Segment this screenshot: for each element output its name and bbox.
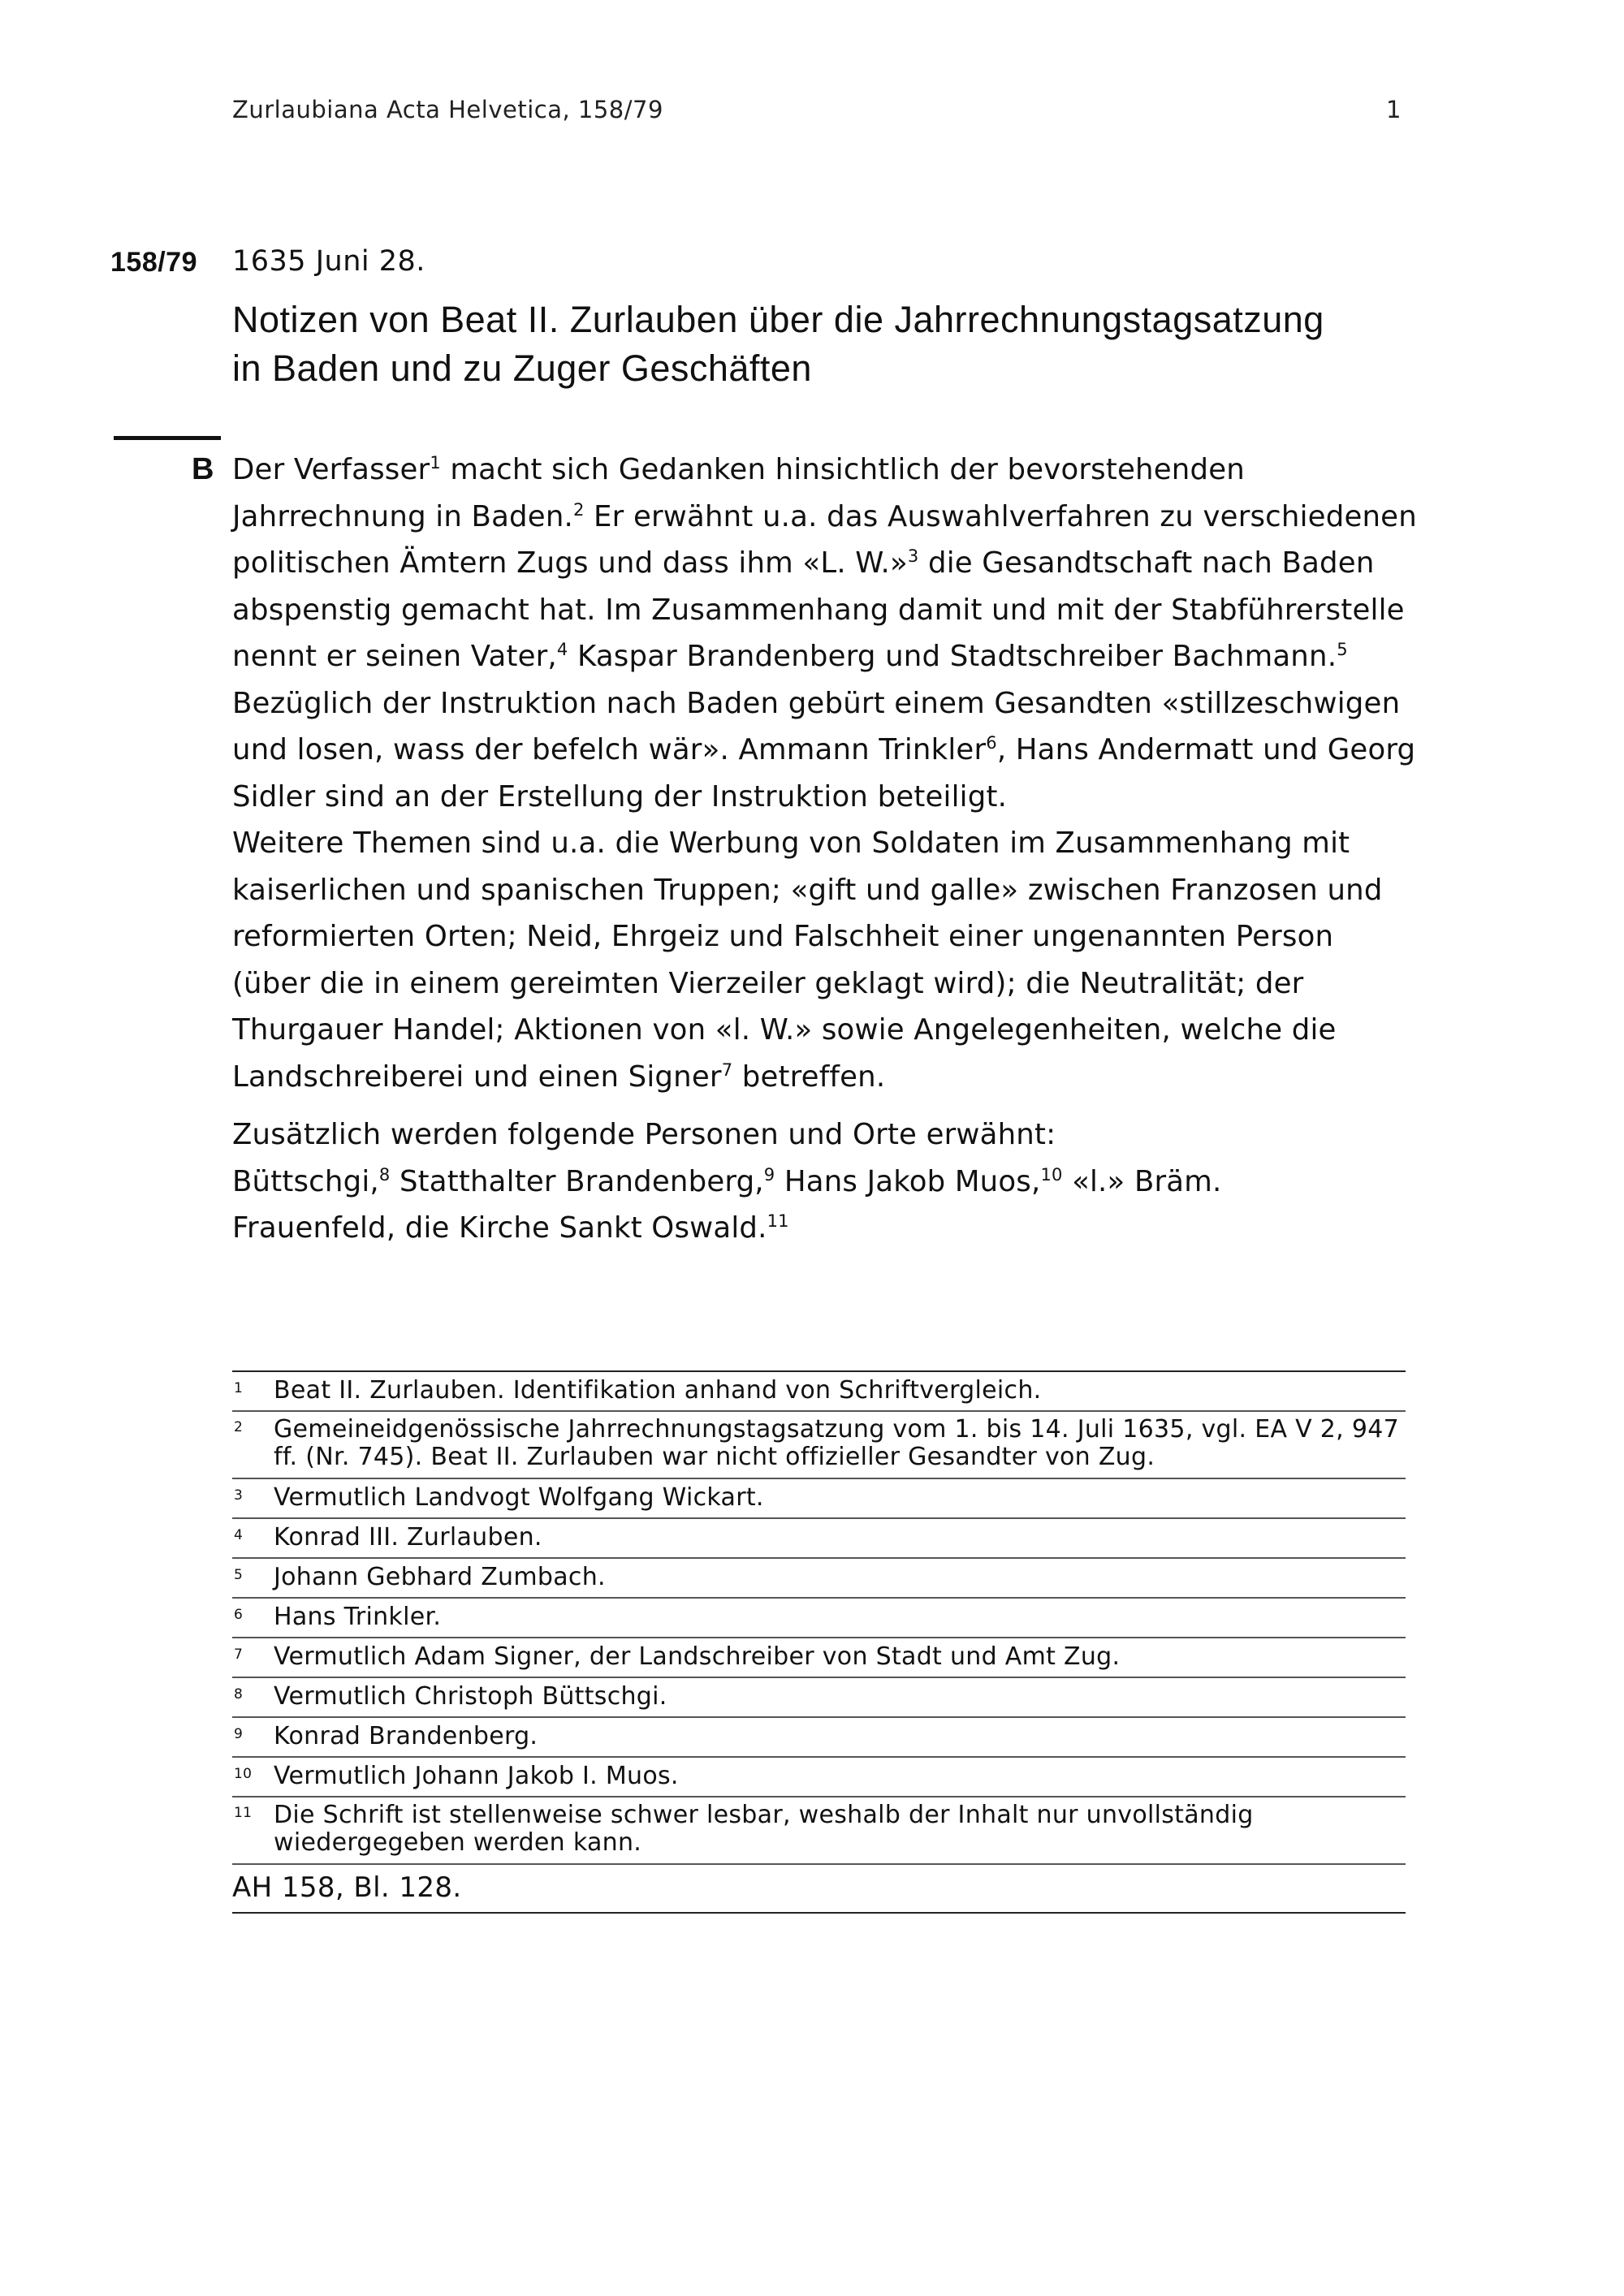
footnote-number: 7 [234, 1646, 244, 1663]
footnote-item [232, 1758, 1406, 1798]
footnote-ref-11[interactable]: 11 [767, 1211, 789, 1232]
footnote-text: Vermutlich Landvogt Wolfgang Wickart. [274, 1483, 764, 1512]
archival-source: AH 158, Bl. 128. [232, 1865, 1406, 1914]
footnote-ref-8[interactable]: 8 [378, 1164, 391, 1185]
footnote-item [232, 1412, 1406, 1479]
footnote-number: 9 [234, 1726, 244, 1742]
footnote-number: 11 [234, 1805, 253, 1821]
summary-paragraph-3: Zusätzlich werden folgende Personen und Orte erwähnt: Büttschgi,$^8$ Statthalter Brandenberg,$^9$ Hans Jakob Muos,$^{10}$ «l.» Bräm. Frauenfeld, die Kirche Sankt Oswald.$^{11}$ [232, 1118, 1222, 1245]
footnote-text: Beat II. Zurlauben. Identifikation anhand von Schriftvergleich. [274, 1376, 1042, 1405]
footnote-text: Hans Trinkler. [274, 1603, 442, 1631]
footnote-item [232, 1372, 1406, 1412]
footnote-number: 10 [234, 1766, 253, 1782]
footnote-number: 6 [234, 1607, 244, 1623]
footnote-item [232, 1519, 1406, 1559]
document-title-line-2: in Baden und zu Zuger Geschäften [232, 347, 812, 389]
document-title [232, 296, 1418, 393]
footnote-ref-2[interactable]: 2 [573, 499, 585, 520]
footnote-text: Vermutlich Adam Signer, der Landschreiber von Stadt und Amt Zug. [274, 1642, 1121, 1671]
footnote-text: Vermutlich Christoph Büttschgi. [274, 1682, 667, 1711]
footnote-text: Gemeineidgenössische Jahrrechnungstagsatzung vom 1. bis 14. Juli 1635, vgl. EA V 2, 947 ff. (Nr. 745). Beat II. Zurlauben war nicht offizieller Gesandter von Zug. [274, 1415, 1399, 1471]
footnote-text: Vermutlich Johann Jakob I. Muos. [274, 1762, 679, 1790]
footnotes [232, 1370, 1406, 1914]
footnote-ref-5[interactable]: 5 [1337, 640, 1348, 660]
footnote-ref-4[interactable]: 4 [556, 640, 568, 660]
running-head-title: Zurlaubiana Acta Helvetica, 158/79 [232, 96, 663, 123]
footnote-number: 8 [234, 1686, 244, 1703]
footnote-number: 4 [234, 1527, 244, 1543]
running-head [232, 96, 1402, 123]
section-marker: B [192, 452, 214, 486]
summary-paragraph-1: Der Verfasser$^1$ macht sich Gedanken hinsichtlich der bevorstehenden Jahrrechnung in Baden.$^2$ Er erwähnt u.a. das Auswahlverfahren zu verschiedenen politischen Ämtern Zugs und dass ihm «L. W.»$^3$ die Gesandtschaft nach Baden abspenstig gemacht hat. Im Zusammenhang damit und mit der Stabführerstelle nennt er seinen Vater,$^4$ Kaspar Brandenberg und Stadtschreiber Bachmann.$^5$ Bezüglich der Instruktion nach Baden gebürt einem Gesandten «stillzeschwigen und losen, wass der befelch wär». Ammann Trinkler$^6$, Hans Andermatt und Georg Sidler sind an der Erstellung der Instruktion beteiligt. [232, 453, 1417, 814]
footnote-ref-9[interactable]: 9 [763, 1164, 775, 1185]
footnote-number: 2 [234, 1419, 244, 1435]
footnote-item [232, 1479, 1406, 1519]
summary-paragraph-2: Weitere Themen sind u.a. die Werbung von Soldaten im Zusammenhang mit kaiserlichen und spanischen Truppen; «gift und galle» zwischen Franzosen und reformierten Orten; Neid, Ehrgeiz und Falschheit einer ungenannten Person (über die in einem gereimten Vierzeiler geklagt wird); die Neutralität; der Thurgauer Handel; Aktionen von «l. W.» sowie Angelegenheiten, welche die Landschreiberei und einen Signer$^7$ betreffen. [232, 826, 1383, 1094]
footnote-item [232, 1718, 1406, 1758]
footnote-number: 1 [234, 1380, 244, 1396]
footnote-text: Konrad III. Zurlauben. [274, 1523, 542, 1552]
footnote-text: Die Schrift ist stellenweise schwer lesbar, weshalb der Inhalt nur unvollständig wiedergegeben werden kann. [274, 1801, 1254, 1857]
footnote-number: 5 [234, 1567, 244, 1583]
document-id: 158/79 [110, 247, 197, 278]
section-divider [114, 436, 221, 440]
document-date: 1635 Juni 28. [232, 245, 425, 278]
footnote-ref-10[interactable]: 10 [1040, 1164, 1063, 1185]
page-number: 1 [1386, 96, 1402, 123]
footnote-number: 3 [234, 1487, 244, 1504]
footnote-item [232, 1638, 1406, 1678]
document-title-line-1: Notizen von Beat II. Zurlauben über die Jahrrechnungstagsatzung [232, 299, 1324, 340]
footnote-text: Johann Gebhard Zumbach. [274, 1563, 606, 1591]
summary-text [232, 447, 1418, 1252]
footnote-item [232, 1798, 1406, 1865]
footnote-ref-7[interactable]: 7 [721, 1060, 733, 1080]
footnote-text: Konrad Brandenberg. [274, 1722, 538, 1750]
footnote-item [232, 1678, 1406, 1718]
footnote-ref-6[interactable]: 6 [986, 733, 997, 753]
footnote-item [232, 1599, 1406, 1638]
footnote-ref-1[interactable]: 1 [430, 453, 441, 473]
footnote-item [232, 1559, 1406, 1599]
footnote-ref-3[interactable]: 3 [907, 546, 919, 567]
